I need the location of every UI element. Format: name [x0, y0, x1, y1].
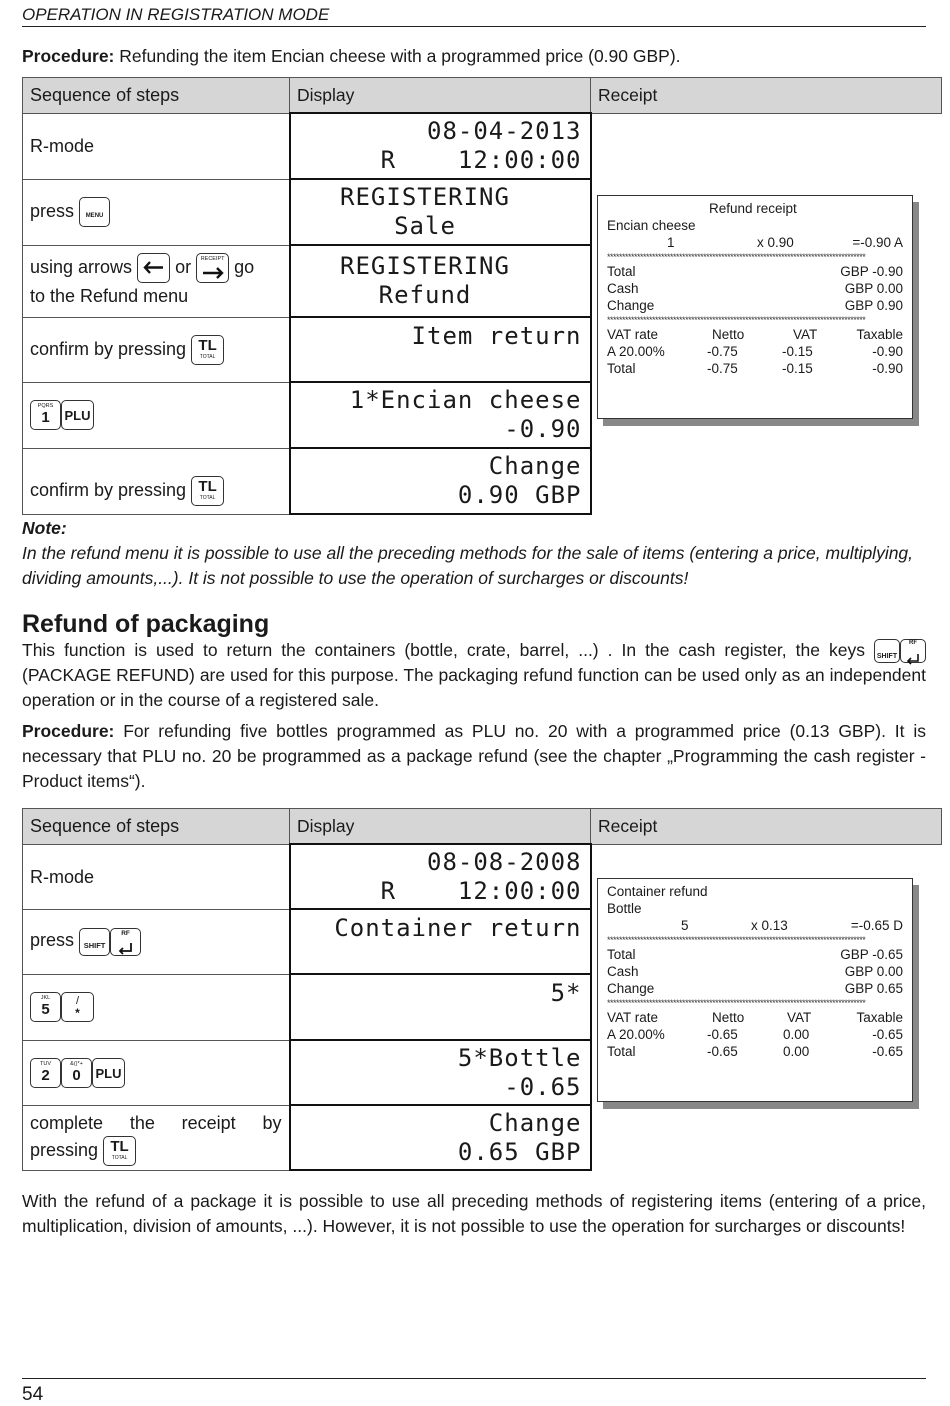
procedure-2: [22, 719, 926, 794]
display-line-2: R 12:00:00: [380, 146, 582, 174]
receipt-qty: 5: [681, 918, 689, 933]
vat-header-netto: Netto: [712, 327, 745, 342]
refund-receipt: [597, 195, 913, 419]
step-cell: [23, 974, 290, 1040]
receipt-amount: =-0.65 D: [850, 918, 903, 933]
left-arrow-key-icon: [137, 253, 170, 283]
step-cell: [23, 909, 290, 974]
receipt-qty: 1: [667, 235, 675, 250]
receipt-cash-label: Cash: [607, 281, 639, 296]
return-arrow-icon: [115, 940, 137, 956]
vat-header-vat: VAT: [787, 1010, 812, 1025]
display-line-1: 08-04-2013: [427, 117, 582, 145]
key-label: MENU: [85, 213, 104, 219]
receipt-divider: **************************************************************************************: [607, 252, 866, 262]
key-1-icon: [30, 400, 61, 430]
display-line-1: 1*Encian cheese: [349, 386, 582, 414]
right-arrow-icon: [198, 264, 228, 282]
receipt-cash-value: GBP 0.00: [844, 281, 903, 296]
vat-cell: -0.65: [707, 1027, 738, 1042]
step-text: pressing: [30, 1139, 99, 1160]
receipt-divider: **************************************************************************************: [607, 935, 866, 945]
step-cell: [23, 844, 290, 909]
receipt-divider: **************************************************************************************: [607, 315, 866, 325]
vat-cell: -0.65: [872, 1044, 903, 1059]
procedure-text: Refunding the item Encian cheese with a programmed price (0.90 GBP).: [114, 46, 681, 66]
step-text: confirm by pressing: [30, 338, 187, 359]
vat-header-taxable: Taxable: [856, 327, 903, 342]
display-cell: [290, 448, 591, 514]
key-2-icon: [30, 1058, 61, 1088]
display-line-1: REGISTERING: [340, 183, 510, 211]
step-cell: [23, 113, 290, 179]
col-header-display: Display: [290, 78, 591, 114]
step-text: or: [175, 256, 192, 277]
receipt-price: x 0.13: [751, 918, 788, 933]
closing-paragraph: With the refund of a package it is possible to use all preceding methods of registering items (entering of a price, multiplication, division of amounts, ...). However, it is not possible to use the operation for surcharges or discounts!: [22, 1191, 926, 1236]
display-line-2: Sale: [394, 212, 456, 240]
key-label: SHIFT: [876, 653, 898, 661]
key-sublabel: &()*+: [70, 1060, 83, 1067]
display-line-1: Item return: [411, 322, 582, 350]
plu-key-icon: [92, 1058, 125, 1088]
receipt-item: Bottle: [607, 901, 642, 916]
note-text: In the refund menu it is possible to use all the preceding methods for the sale of items (entering a price, multiplying, dividing amounts,...). It is not possible to use the operation of surcharges or discounts!: [22, 543, 914, 588]
display-line-1: REGISTERING: [340, 252, 510, 280]
vat-header-netto: Netto: [712, 1010, 745, 1025]
step-cell: [23, 245, 290, 317]
return-arrow-icon: [903, 651, 923, 665]
vat-cell: -0.75: [707, 361, 738, 376]
section-text-b: (PACKAGE REFUND) are used for this purpose. The packaging refund function can be used only as an independent operation or in the course of a registered sale.: [22, 665, 926, 711]
receipt-change-value: GBP 0.90: [844, 298, 903, 313]
vat-cell: A 20.00%: [607, 344, 665, 359]
display-line-1: 08-08-2008: [427, 847, 582, 876]
display-cell: [290, 974, 591, 1040]
menu-key-icon: [79, 197, 110, 227]
step-text: press: [30, 930, 75, 951]
shift-key-icon: [79, 928, 110, 956]
display-line-1: Change: [488, 1108, 582, 1137]
step-cell: [23, 1105, 290, 1170]
key-label: TL: [198, 477, 217, 495]
receipt-divider: **************************************************************************************: [607, 998, 866, 1008]
note: [22, 516, 926, 591]
procedure-label: Procedure:: [22, 46, 115, 66]
display-cell: [290, 1040, 591, 1105]
receipt-cash-value: GBP 0.00: [844, 964, 903, 979]
step-cell: [23, 448, 290, 514]
receipt-cash-label: Cash: [607, 964, 639, 979]
vat-cell: -0.65: [707, 1044, 738, 1059]
receipt-change-label: Change: [607, 298, 655, 313]
display-line-1: Change: [488, 452, 582, 480]
container-refund-receipt: [597, 878, 913, 1102]
vat-cell: 0.00: [783, 1044, 810, 1059]
display-cell: [290, 382, 591, 448]
display-cell: [290, 245, 591, 317]
vat-cell: Total: [607, 1044, 636, 1059]
display-line-2: Refund: [378, 281, 472, 309]
vat-cell: -0.65: [872, 1027, 903, 1042]
key-sublabel: TOTAL: [199, 494, 216, 501]
procedure-text: For refunding five bottles programmed as PLU no. 20 with a programmed price (0.13 GBP). It is necessary that PLU no. 20 be programmed as a package refund (see the chapter „Programming the cash register - Product items“).: [22, 721, 926, 791]
tl-total-key-icon: [103, 1136, 136, 1166]
display-cell: [290, 909, 591, 974]
step-cell: [23, 179, 290, 245]
display-line-1: 5*: [550, 979, 582, 1007]
col-header-receipt: Receipt: [591, 809, 942, 845]
vat-header-rate: VAT rate: [607, 1010, 659, 1025]
col-header-sequence: Sequence of steps: [23, 809, 290, 845]
display-cell: [290, 179, 591, 245]
receipt-title: Refund receipt: [709, 201, 797, 216]
key-label: PLU: [95, 1065, 122, 1081]
receipt-change-value: GBP 0.65: [844, 981, 903, 996]
step-text: confirm by pressing: [30, 479, 187, 500]
procedure-label: Procedure:: [22, 721, 115, 741]
section-text-a: This function is used to return the containers (bottle, crate, barrel, ...) . In the cash register, the keys: [22, 640, 865, 660]
page-header: OPERATION IN REGISTRATION MODE: [22, 4, 926, 27]
vat-cell: -0.15: [782, 344, 813, 359]
vat-cell: -0.15: [782, 361, 813, 376]
vat-header-taxable: Taxable: [856, 1010, 903, 1025]
section-title: Refund of packaging: [22, 610, 270, 638]
rf-key-icon: [900, 639, 926, 663]
key-sublabel: TOTAL: [199, 353, 216, 360]
key-label: 5: [41, 1001, 50, 1018]
plu-key-icon: [61, 400, 94, 430]
display-cell: [290, 317, 591, 382]
multiply-key-icon: [61, 992, 94, 1022]
key-label: PLU: [64, 408, 91, 423]
step-text: to the Refund menu: [30, 286, 189, 306]
col-header-receipt: Receipt: [591, 78, 942, 114]
receipt-total-value: GBP -0.90: [840, 264, 903, 279]
display-line-2: -0.90: [504, 415, 582, 443]
step-cell: [23, 382, 290, 448]
vat-cell: 0.00: [783, 1027, 810, 1042]
key-label: SHIFT: [83, 940, 106, 950]
key-label: /: [75, 995, 80, 1007]
key-0-icon: [61, 1058, 92, 1088]
step-text: go: [234, 256, 255, 277]
vat-header-rate: VAT rate: [607, 327, 659, 342]
section-paragraph: [22, 638, 926, 713]
key-sublabel: TOTAL: [111, 1154, 128, 1161]
receipt-arrow-key-icon: [196, 253, 229, 283]
vat-cell: -0.75: [707, 344, 738, 359]
display-line-1: 5*Bottle: [457, 1043, 582, 1072]
step-text: complete the receipt by: [30, 1112, 282, 1133]
key-sublabel: TUV: [40, 1060, 51, 1067]
key-label: RECEIPT: [200, 256, 225, 262]
key-sublabel: JKL: [40, 995, 51, 1001]
receipt-price: x 0.90: [757, 235, 794, 250]
col-header-display: Display: [290, 809, 591, 845]
receipt-item: Encian cheese: [607, 218, 696, 233]
display-line-2: 0.90 GBP: [457, 481, 582, 509]
note-label: Note:: [22, 518, 67, 538]
key-sublabel: *: [75, 1006, 80, 1020]
key-sublabel: PQRS: [37, 403, 54, 409]
step-text: press: [30, 200, 75, 221]
step-text: R-mode: [30, 866, 95, 887]
display-line-2: -0.65: [504, 1072, 582, 1101]
receipt-change-label: Change: [607, 981, 655, 996]
key-label: RF: [909, 640, 917, 647]
vat-cell: Total: [607, 361, 636, 376]
receipt-amount: =-0.90 A: [852, 235, 903, 250]
key-label: 0: [72, 1066, 81, 1084]
display-cell: [290, 113, 591, 179]
receipt-total-label: Total: [607, 264, 636, 279]
display-line-1: Container return: [334, 914, 582, 942]
vat-cell: -0.90: [872, 361, 903, 376]
page-number: 54: [22, 1384, 44, 1405]
rf-key-icon: [110, 928, 141, 956]
col-header-sequence: Sequence of steps: [23, 78, 290, 114]
vat-header-vat: VAT: [793, 327, 818, 342]
tl-total-key-icon: [191, 335, 224, 365]
receipt-total-value: GBP -0.65: [840, 947, 903, 962]
key-5-icon: [30, 992, 61, 1022]
key-label: 2: [41, 1066, 50, 1084]
display-line-2: 0.65 GBP: [457, 1137, 582, 1166]
left-arrow-icon: [139, 254, 169, 281]
receipt-total-label: Total: [607, 947, 636, 962]
tl-total-key-icon: [191, 476, 224, 506]
display-line-2: R 12:00:00: [380, 876, 582, 905]
display-cell: [290, 1105, 591, 1170]
step-cell: [23, 317, 290, 382]
key-label: TL: [198, 336, 217, 354]
footer-divider: [22, 1378, 926, 1379]
step-text: R-mode: [30, 136, 95, 156]
step-text: using arrows: [30, 256, 133, 277]
key-label: TL: [110, 1137, 129, 1155]
shift-key-icon: [874, 639, 900, 663]
display-cell: [290, 844, 591, 909]
procedure-1: [22, 44, 926, 69]
vat-cell: -0.90: [872, 344, 903, 359]
vat-cell: A 20.00%: [607, 1027, 665, 1042]
key-label: 1: [41, 409, 50, 426]
step-cell: [23, 1040, 290, 1105]
receipt-title: Container refund: [607, 884, 708, 899]
key-label: RF: [121, 929, 130, 937]
